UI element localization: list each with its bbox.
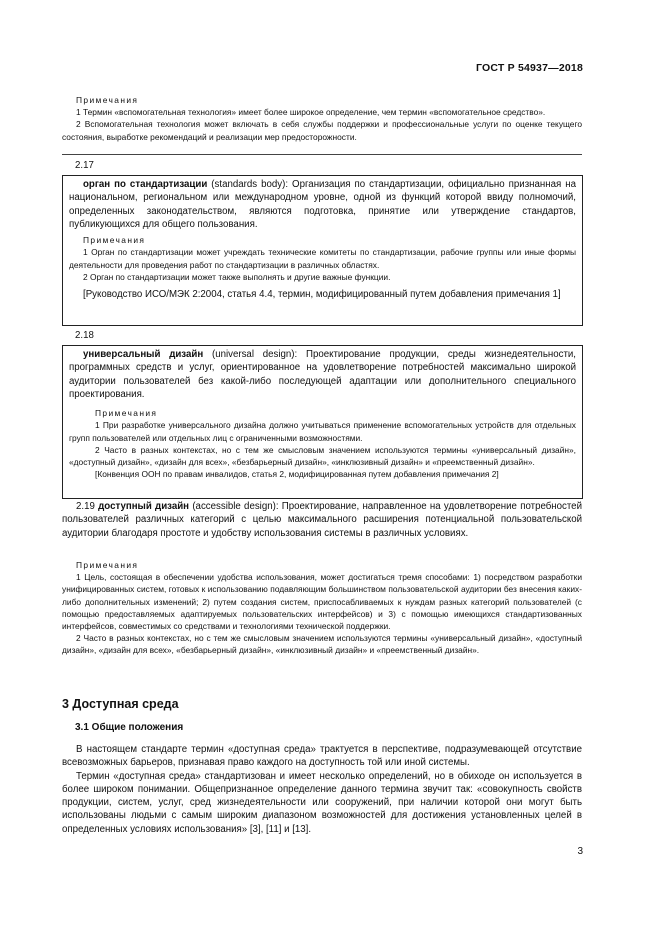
body-paragraph: Термин «доступная среда» стандартизован и имеет несколько определений, но в обиходе он используется в более широком понимании. Общепризнанное определение данного термина звучит так: «совокупность свойств продукции, систем, услуг, сред жизнедеятельности или сооружений, при наличии которой они могут быть использованы людьми с самым широким диапазоном возможностей для достижения установленных целей в определенных условиях использования» [3], [11] и [13].: [62, 770, 582, 835]
section-heading: 3 Доступная среда: [62, 697, 179, 711]
term-definition-text: (universal design): Проектирование продукции, среды жизнедеятельности, программных средств и услуг, ориентированное на удовлетворение потребностей максимально широкой аудитории пользователей без какой-либо последующей адаптации или дополнительного специального проектирования.: [69, 349, 577, 400]
notes-block-2-19: [62, 559, 582, 657]
term-2-19: [62, 500, 582, 540]
term-box-2-18: [62, 345, 583, 499]
subsection-heading: 3.1 Общие положения: [75, 722, 184, 733]
note-item: 2 Часто в разных контекстах, но с тем же смысловым значением используются термины «универсальный дизайн», «доступный дизайн», «дизайн для всех», «безбарьерный дизайн», «инклюзивный дизайн» и «преемственный дизайн».: [62, 633, 582, 656]
term-name: универсальный дизайн: [83, 349, 204, 360]
term-number: 2.18: [75, 330, 94, 341]
note-item: 2 Вспомогательная технология может включать в себя службы поддержки и профессиональные услуги по оценке текущего состояния, выработке рекомендаций и реализации мер предосторожности.: [62, 119, 582, 142]
note-item: 1 При разработке универсального дизайна должно учитываться применение вспомогательных устройств для отдельных групп пользователей или отдельных лиц с ограниченными возможностями.: [69, 420, 576, 443]
note-item: 1 Цель, состоящая в обеспечении удобства использования, может достигаться тремя способами: 1) посредством разработки унифицированных систем, готовых к использованию подавляющим большинством пользовательской аудитории без внесения каких-либо дополнительных изменений; 2) путем создания систем, приспосабливаемых к нуждам разных категорий пользователей (с помощью предоставляемых адаптируемых пользовательских интерфейсов) и 3) с помощью имеющихся стандартизованных интерфейсов, совместимых со средствами и технологиями технической поддержки.: [62, 572, 582, 632]
notes-title: Примечания: [83, 235, 146, 246]
term-definition: [62, 500, 582, 540]
term-source: [Конвенция ООН по правам инвалидов, статья 2, модифицированная путем добавления примечания 2]: [95, 469, 499, 480]
notes-title: Примечания: [76, 95, 139, 105]
note-item: 2 Часто в разных контекстах, но с тем же смысловым значением используются термины «универсальный дизайн», «доступный дизайн», «дизайн для всех», «безбарьерный дизайн», «инклюзивный дизайн» и «преемственный дизайн».: [69, 444, 576, 467]
note-item: 1 Орган по стандартизации может учреждать технические комитеты по стандартизации, рабочие группы или иные формы деятельности для проведения работ по стандартизации в различных областях.: [69, 247, 576, 270]
term-number: 2.17: [75, 160, 94, 171]
document-standard-id: ГОСТ Р 54937—2018: [475, 62, 583, 74]
note-item: 1 Термин «вспомогательная технология» имеет более широкое определение, чем термин «вспомогательное средство».: [76, 107, 546, 118]
term-definition-text: (accessible design): Проектирование, направленное на удовлетворение потребностей пользователей различных категорий с целью максимального расширения потенциальной пользовательской аудитории благодаря простоте и удобству использования системы в различных условиях.: [62, 501, 582, 539]
body-paragraph: В настоящем стандарте термин «доступная среда» трактуется в перспективе, подразумевающей отсутствие всевозможных барьеров, признавая право каждого на доступность той или иной системы.: [62, 744, 582, 769]
term-name: орган по стандартизации: [83, 179, 208, 190]
notes-block-1: [62, 94, 582, 143]
page-number: 3: [577, 846, 583, 857]
term-definition: [69, 178, 576, 231]
notes-title: Примечания: [76, 560, 139, 570]
term-name: доступный дизайн: [98, 501, 190, 512]
term-definition-text: (standards body): Организация по стандартизации, официально признанная на национальном, региональном или международном уровне, одной из функций которой ввиду полномочий, определенных законодательством, являются подготовка, принятие или утверждение стандартов, публикующихся для общего пользования.: [69, 179, 576, 230]
term-box-2-17: [62, 175, 583, 326]
notes-title: Примечания: [95, 408, 158, 419]
section-body: [62, 743, 582, 836]
term-number: 2.19: [76, 501, 95, 512]
term-definition: [69, 348, 576, 401]
term-source: [Руководство ИСО/МЭК 2:2004, статья 4.4, термин, модифицированный путем добавления примечания 1]: [83, 289, 561, 300]
divider-line: [62, 154, 582, 155]
note-item: 2 Орган по стандартизации может также выполнять и другие важные функции.: [83, 271, 391, 282]
